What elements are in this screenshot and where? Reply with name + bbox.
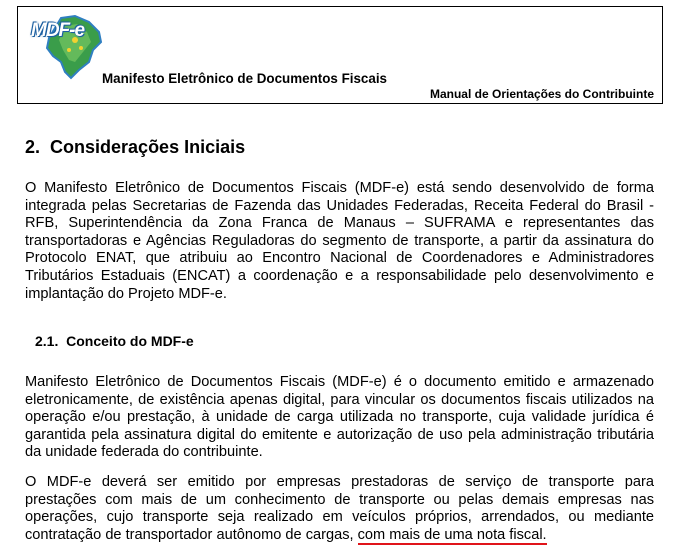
text-line: prestações com mais de um conhecimento de transporte ou pelas demais empresas nas: [25, 491, 654, 508]
text-line: RFB, Superintendência da Zona Franca de Manaus – SUFRAMA e representantes das: [25, 215, 654, 232]
text-line: Manifesto Eletrônico de Documentos Fiscais (MDF-e) é o documento emitido e armazenado: [25, 374, 654, 390]
concept-paragraph: [25, 374, 654, 462]
subsection-title: Conceito do MDF-e: [66, 333, 194, 349]
section-heading: [25, 137, 245, 158]
text-line: Tributários Estaduais (ENCAT) a coordenação e a responsabilidade pelo desenvolvimento e: [25, 267, 654, 284]
intro-paragraph: [25, 180, 654, 303]
section-title: Considerações Iniciais: [50, 137, 246, 157]
text-line: implantação do Projeto MDF-e.: [25, 285, 227, 302]
text-line: eletronicamente, de existência apenas digital, para vincular os documentos fiscais utilizados na: [25, 391, 654, 408]
section-number: 2.: [25, 137, 41, 157]
text-line: operação e/ou prestação, à unidade de carga utilizada no transporte, cuja validade jurídica é: [25, 409, 654, 426]
subsection-number: 2.1.: [35, 333, 59, 349]
text-line: integrada pelas Secretarias de Fazenda das Unidades Federadas, Receita Federal do Brasil -: [25, 197, 654, 214]
subsection-heading: [35, 333, 194, 349]
text-line: garantida pela assinatura digital do emitente e autorização de uso pela administração tributária: [25, 426, 654, 443]
text-line: O Manifesto Eletrônico de Documentos Fiscais (MDF-e) está sendo desenvolvido de forma: [25, 180, 654, 196]
manual-subtitle: Manual de Orientações do Contribuinte: [429, 87, 654, 101]
mdfe-logo: [31, 12, 109, 82]
emission-paragraph: [25, 474, 654, 544]
document-header: [17, 6, 663, 104]
text-line: transportadoras e Agências Reguladoras do segmento de transporte, a partir da assinatura do: [25, 232, 654, 249]
text-line: operações, cujo transporte seja realizado em veículos próprios, arrendados, ou mediante: [25, 509, 654, 526]
text-line: da unidade federada do contribuinte.: [25, 444, 263, 461]
highlighted-phrase: com mais de uma nota fiscal.: [357, 526, 547, 543]
text-fragment: contratação de transportador autônomo de cargas,: [25, 526, 358, 543]
text-line: [25, 527, 654, 545]
document-title: Manifesto Eletrônico de Documentos Fiscais: [102, 71, 387, 86]
text-line: O MDF-e deverá ser emitido por empresas prestadoras de serviço de transporte para: [25, 474, 654, 490]
text-line: Protocolo ENAT, que atribuiu ao Encontro Nacional de Coordenadores e Administradores: [25, 250, 654, 267]
logo-lettering: MDF-e: [31, 20, 85, 41]
